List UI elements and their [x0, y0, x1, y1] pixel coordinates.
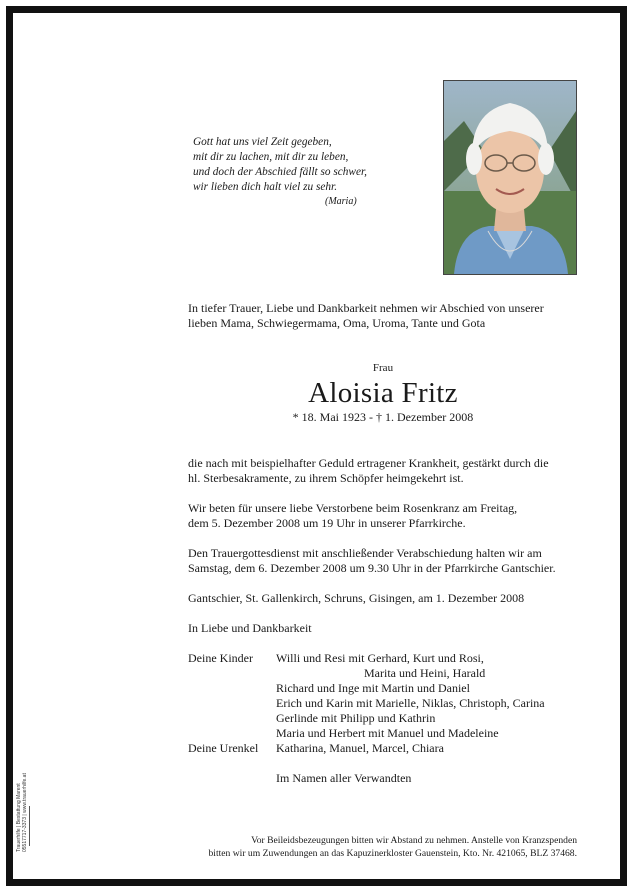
paragraph-line: Den Trauergottesdienst mit anschließender Verabschiedung halten wir am — [188, 546, 542, 560]
family-line: Willi und Resi mit Gerhard, Kurt und Rosi, — [276, 651, 484, 665]
paragraph-line: die nach mit beispielhafter Geduld ertragener Krankheit, gestärkt durch die — [188, 456, 549, 470]
intro-line: lieben Mama, Schwiegermama, Oma, Uroma, Tante und Gota — [188, 316, 486, 330]
life-dates: * 18. Mai 1923 - † 1. Dezember 2008 — [292, 410, 474, 424]
children-label: Deine Kinder — [188, 651, 253, 665]
footer-line: bitten wir um Zuwendungen an das Kapuzinerkloster Gauenstein, Kto. Nr. 421065, BLZ 37468. — [208, 848, 577, 859]
greatgrandchildren-names: Katharina, Manuel, Marcel, Chiara — [276, 741, 444, 755]
paragraph-illness — [188, 456, 549, 486]
poem-line: mit dir zu lachen, mit dir zu leben, — [193, 151, 349, 163]
family-line: Marita und Heini, Harald — [364, 666, 486, 680]
paragraph-line: hl. Sterbesakramente, zu ihrem Schöpfer heimgekehrt ist. — [188, 471, 464, 485]
place-date: Gantschier, St. Gallenkirch, Schruns, Gisingen, am 1. Dezember 2008 — [188, 591, 525, 605]
paragraph-line: dem 5. Dezember 2008 um 19 Uhr in unserer Pfarrkirche. — [188, 516, 466, 530]
imprint-line: Trauerhilfe | Bestattung Marent — [16, 783, 22, 852]
printer-imprint — [16, 773, 28, 852]
paragraph-funeral — [188, 546, 556, 576]
intro-text — [188, 301, 544, 331]
paragraph-rosary — [188, 501, 517, 531]
imprint-line: 05517717-3373 | www.trauerhilfe.at — [22, 773, 28, 852]
family-line: Richard und Inge mit Martin und Daniel — [276, 681, 470, 695]
closing-line: Im Namen aller Verwandten — [276, 771, 412, 785]
poem-line: wir lieben dich halt viel zu sehr. — [193, 181, 338, 193]
greatgrandchildren-label: Deine Urenkel — [188, 741, 259, 755]
footer-note — [209, 834, 578, 860]
portrait-photo — [443, 80, 577, 275]
in-love-line: In Liebe und Dankbarkeit — [188, 621, 312, 635]
family-line: Erich und Karin mit Marielle, Niklas, Christoph, Carina — [276, 696, 545, 710]
poem-line: und doch der Abschied fällt so schwer, — [193, 166, 367, 178]
intro-line: In tiefer Trauer, Liebe und Dankbarkeit nehmen wir Abschied von unserer — [188, 301, 544, 315]
paragraph-line: Wir beten für unsere liebe Verstorbene beim Rosenkranz am Freitag, — [188, 501, 518, 515]
family-line: Gerlinde mit Philipp und Kathrin — [276, 711, 436, 725]
imprint-divider — [29, 806, 30, 846]
poem-line: Gott hat uns viel Zeit gegeben, — [193, 136, 332, 148]
salutation: Frau — [372, 362, 394, 374]
paragraph-line: Samstag, dem 6. Dezember 2008 um 9.30 Uhr in der Pfarrkirche Gantschier. — [188, 561, 556, 575]
poem-author: (Maria) — [325, 196, 357, 207]
memorial-poem — [193, 135, 367, 208]
footer-line: Vor Beileidsbezeugungen bitten wir Abstand zu nehmen. Anstelle von Kranzspenden — [251, 835, 577, 846]
family-line: Maria und Herbert mit Manuel und Madeleine — [276, 726, 499, 740]
deceased-name: Aloisia Fritz — [308, 377, 458, 409]
